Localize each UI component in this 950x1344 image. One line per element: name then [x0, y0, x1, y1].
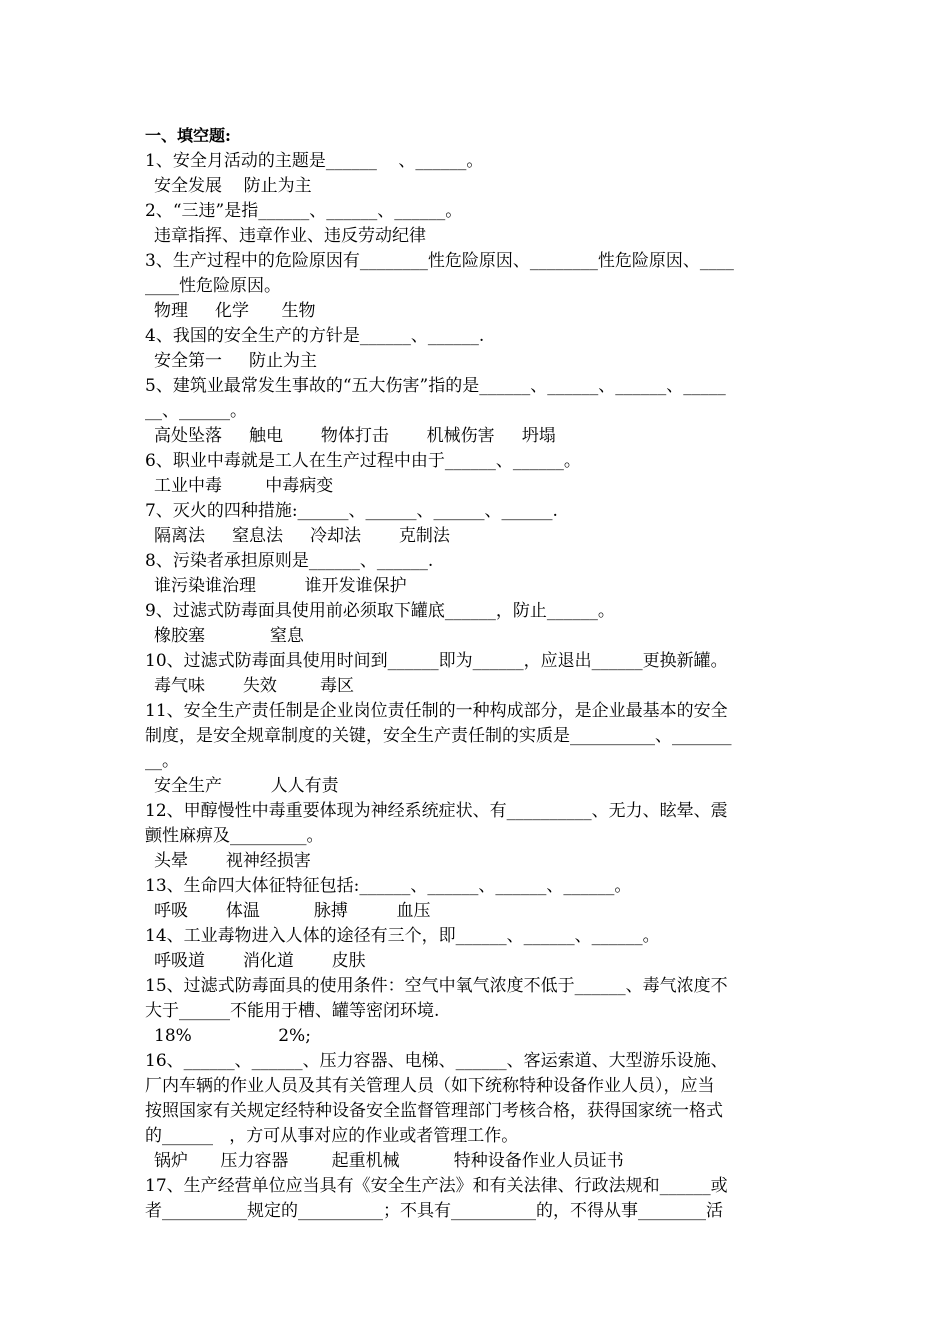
answer-line: 安全第一 防止为主	[154, 351, 318, 371]
question-line: 制度，是安全规章制度的关键，安全生产责任制的实质是__________、_______	[145, 726, 732, 746]
answer-line: 高处坠落 触电 物体打击 机械伤害 坍塌	[154, 426, 556, 446]
answer-line: 物理 化学 生物	[154, 301, 316, 321]
document-page	[145, 124, 810, 1224]
section-heading: 一、填空题:	[145, 126, 231, 145]
question-line: 6、职业中毒就是工人在生产过程中由于______、______。	[145, 451, 581, 471]
answer-line: 18% 2%;	[154, 1026, 311, 1046]
answer-line: 安全生产 人人有责	[154, 776, 339, 796]
question-line: 1、安全月活动的主题是______ 、______。	[145, 151, 484, 171]
answer-line: 毒气味 失效 毒区	[154, 676, 355, 696]
question-line: 17、生产经营单位应当具有《安全生产法》和有关法律、行政法规和______或	[145, 1176, 728, 1196]
question-line: 8、污染者承担原则是______、______.	[145, 551, 434, 571]
question-line: 者__________规定的__________；不具有__________的，不得从事________活	[145, 1201, 723, 1221]
answer-line: 橡胶塞 窒息	[154, 626, 304, 646]
question-line: 9、过滤式防毒面具使用前必须取下罐底______，防止______。	[145, 601, 615, 621]
question-line: 5、建筑业最常发生事故的“五大伤害”指的是______、______、______、_____	[145, 376, 726, 396]
question-line: __、______。	[145, 401, 247, 421]
question-list	[145, 149, 810, 1224]
question-line: 14、工业毒物进入人体的途径有三个，即______、______、______。	[145, 926, 660, 946]
question-line: __。	[145, 751, 179, 771]
question-line: 4、我国的安全生产的方针是______、______.	[145, 326, 485, 346]
question-line: 2、“三违”是指______、______、______。	[145, 201, 463, 221]
question-line: 16、______、______、压力容器、电梯、______、客运索道、大型游乐设施、	[145, 1051, 728, 1071]
question-line: 的______ ，方可从事对应的作业或者管理工作。	[145, 1126, 519, 1146]
answer-line: 违章指挥、违章作业、违反劳动纪律	[154, 226, 426, 246]
answer-line: 工业中毒 中毒病变	[154, 476, 334, 496]
question-line: 15、过滤式防毒面具的使用条件：空气中氧气浓度不低于______、毒气浓度不	[145, 976, 728, 996]
question-line: 厂内车辆的作业人员及其有关管理人员（如下统称特种设备作业人员），应当	[145, 1076, 715, 1096]
answer-line: 呼吸 体温 脉搏 血压	[154, 901, 431, 921]
question-line: 颤性麻痹及_________。	[145, 826, 324, 846]
answer-line: 隔离法 窒息法 冷却法 克制法	[154, 526, 450, 546]
question-line: 10、过滤式防毒面具使用时间到______即为______，应退出______更换新罐。	[145, 651, 728, 671]
question-line: 12、甲醇慢性中毒重要体现为神经系统症状、有__________、无力、眩晕、震	[145, 801, 728, 821]
answer-line: 锅炉 压力容器 起重机械 特种设备作业人员证书	[154, 1151, 624, 1171]
answer-line: 呼吸道 消化道 皮肤	[154, 951, 366, 971]
question-line: 3、生产过程中的危险原因有________性危险原因、________性危险原因、____	[145, 251, 734, 271]
answer-line: 安全发展 防止为主	[154, 176, 312, 196]
question-line: 13、生命四大体征特征包括:______、______、______、______。	[145, 876, 632, 896]
question-line: 按照国家有关规定经特种设备安全监督管理部门考核合格，获得国家统一格式	[145, 1101, 723, 1121]
answer-line: 头晕 视神经损害	[154, 851, 311, 871]
question-line: 7、灭火的四种措施:______、______、______、______.	[145, 501, 558, 521]
question-line: 大于______不能用于槽、罐等密闭环境.	[145, 1001, 440, 1021]
question-line: ____性危险原因。	[145, 276, 281, 296]
question-line: 11、安全生产责任制是企业岗位责任制的一种构成部分，是企业最基本的安全	[145, 701, 728, 721]
answer-line: 谁污染谁治理 谁开发谁保护	[154, 576, 407, 596]
